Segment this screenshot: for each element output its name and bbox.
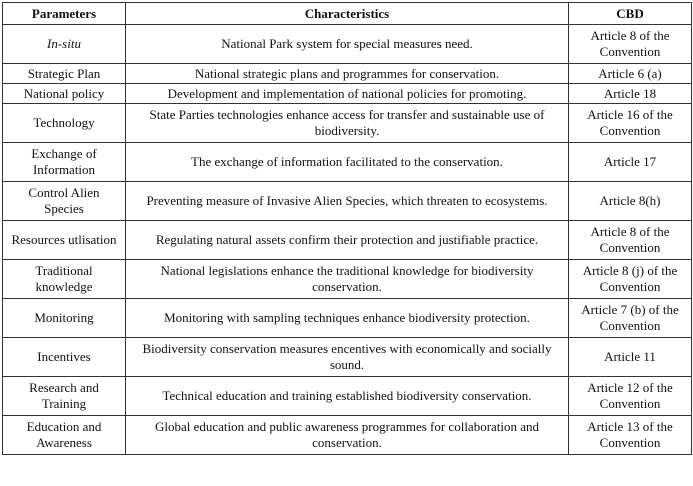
characteristic-cell: Monitoring with sampling techniques enhance biodiversity protection. — [126, 299, 569, 338]
characteristic-cell: State Parties technologies enhance access for transfer and sustainable use of biodiversity. — [126, 104, 569, 143]
cbd-cell: Article 18 — [569, 84, 692, 104]
parameter-cell: Resources utlisation — [3, 221, 126, 260]
table-container — [2, 2, 692, 455]
characteristic-cell: Biodiversity conservation measures encentives with economically and socially sound. — [126, 338, 569, 377]
table-row — [3, 143, 692, 182]
table-row — [3, 84, 692, 104]
characteristic-cell: Preventing measure of Invasive Alien Species, which threaten to ecosystems. — [126, 182, 569, 221]
characteristic-cell: National Park system for special measures need. — [126, 25, 569, 64]
table-row — [3, 377, 692, 416]
table-row — [3, 338, 692, 377]
parameter-cell: Technology — [3, 104, 126, 143]
parameter-cell: Control Alien Species — [3, 182, 126, 221]
table-header-row — [3, 3, 692, 25]
parameter-cell: Education and Awareness — [3, 416, 126, 455]
header-cbd: CBD — [569, 3, 692, 25]
characteristic-cell: Regulating natural assets confirm their protection and justifiable practice. — [126, 221, 569, 260]
parameter-cell: In-situ — [3, 25, 126, 64]
characteristic-cell: National strategic plans and programmes for conservation. — [126, 64, 569, 84]
cbd-cell: Article 8(h) — [569, 182, 692, 221]
table-row — [3, 25, 692, 64]
table-row — [3, 182, 692, 221]
table-row — [3, 416, 692, 455]
header-parameters: Parameters — [3, 3, 126, 25]
parameter-cell: Exchange of Information — [3, 143, 126, 182]
cbd-cell: Article 8 of the Convention — [569, 221, 692, 260]
parameter-cell: Traditional knowledge — [3, 260, 126, 299]
characteristic-cell: National legislations enhance the traditional knowledge for biodiversity conservation. — [126, 260, 569, 299]
table-row — [3, 299, 692, 338]
parameter-cell: National policy — [3, 84, 126, 104]
parameter-cell: Research and Training — [3, 377, 126, 416]
cbd-cell: Article 7 (b) of the Convention — [569, 299, 692, 338]
cbd-cell: Article 8 (j) of the Convention — [569, 260, 692, 299]
cbd-cell: Article 13 of the Convention — [569, 416, 692, 455]
cbd-cell: Article 6 (a) — [569, 64, 692, 84]
cbd-cell: Article 8 of the Convention — [569, 25, 692, 64]
cbd-cell: Article 17 — [569, 143, 692, 182]
table-row — [3, 64, 692, 84]
table-row — [3, 260, 692, 299]
characteristic-cell: Technical education and training established biodiversity conservation. — [126, 377, 569, 416]
characteristic-cell: The exchange of information facilitated to the conservation. — [126, 143, 569, 182]
parameter-cell: Monitoring — [3, 299, 126, 338]
table-row — [3, 221, 692, 260]
cbd-cell: Article 12 of the Convention — [569, 377, 692, 416]
cbd-cell: Article 11 — [569, 338, 692, 377]
parameter-cell: Strategic Plan — [3, 64, 126, 84]
table-row — [3, 104, 692, 143]
header-characteristics: Characteristics — [126, 3, 569, 25]
characteristic-cell: Development and implementation of national policies for promoting. — [126, 84, 569, 104]
cbd-cell: Article 16 of the Convention — [569, 104, 692, 143]
parameter-cell: Incentives — [3, 338, 126, 377]
cbd-parameters-table — [2, 2, 692, 455]
characteristic-cell: Global education and public awareness programmes for collaboration and conservation. — [126, 416, 569, 455]
